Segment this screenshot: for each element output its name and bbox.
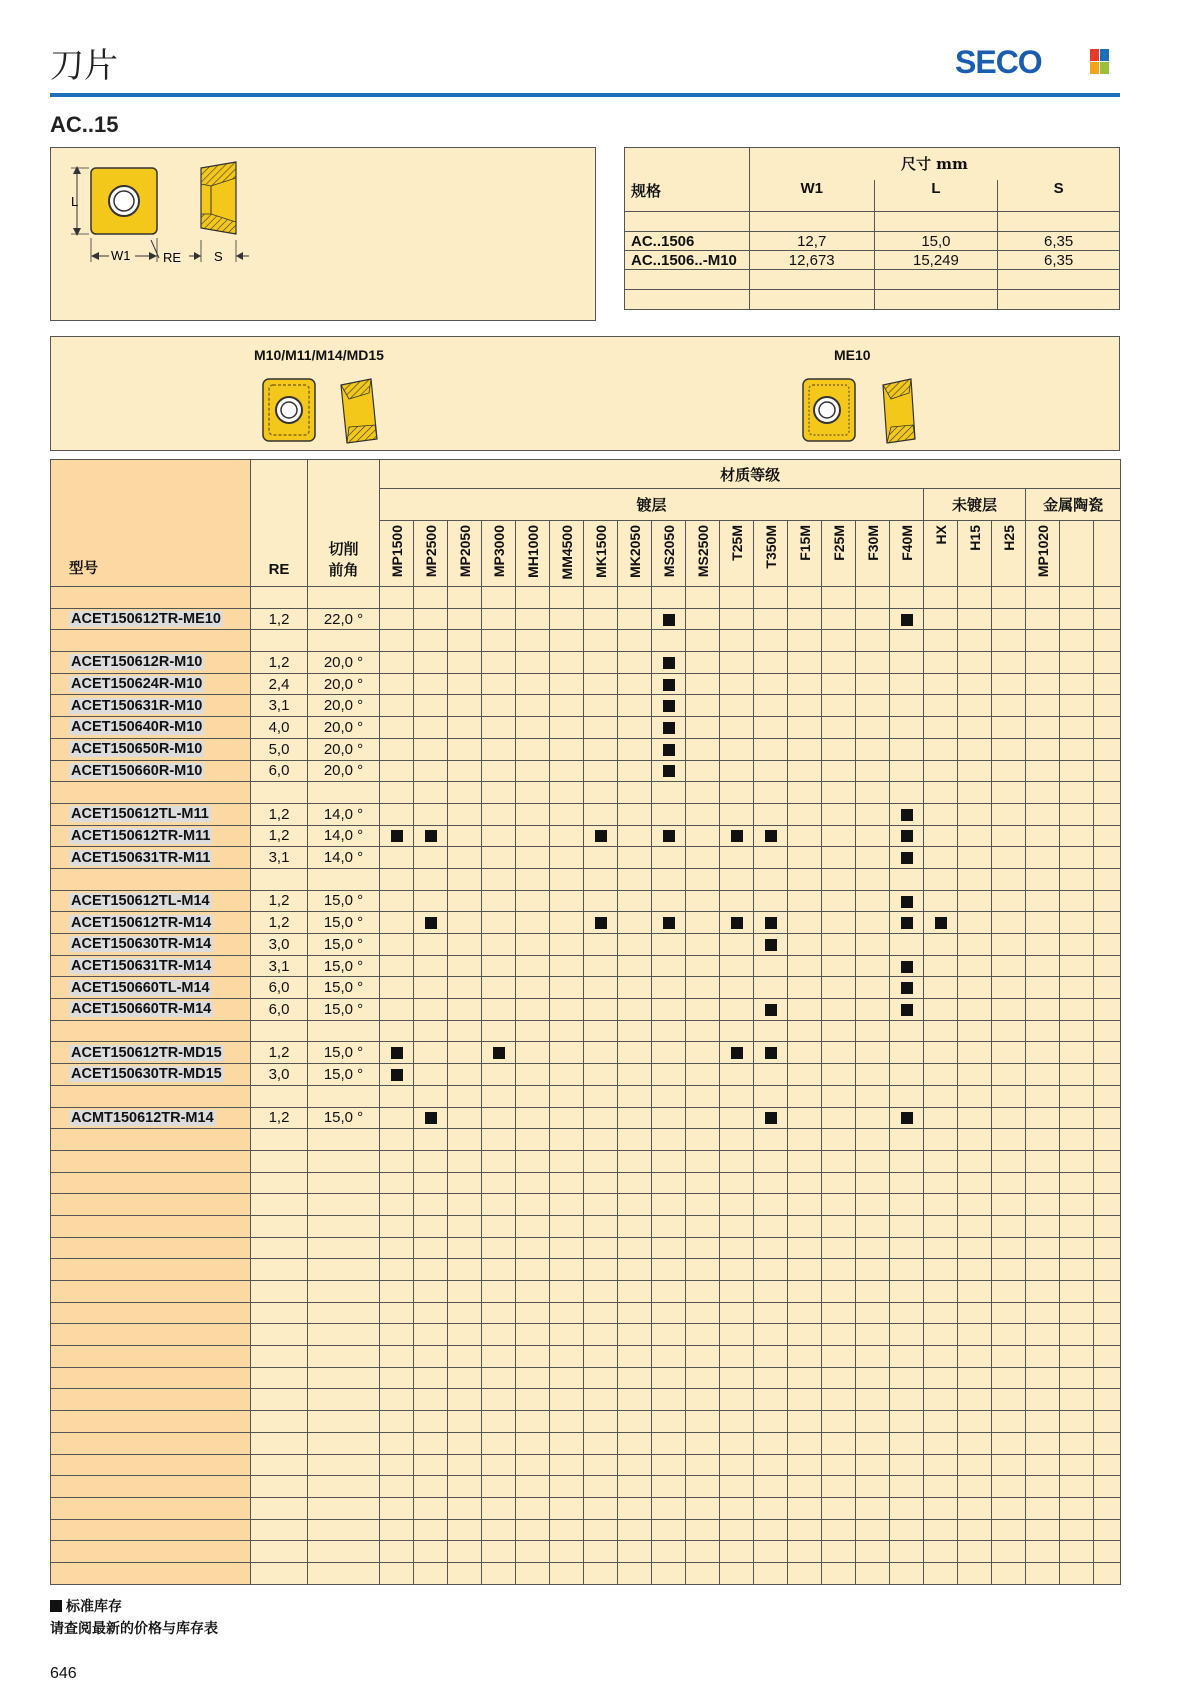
- grade-col-mp1020: MP1020: [1026, 521, 1060, 587]
- re-cell: 3,1: [251, 955, 308, 977]
- model-cell: [51, 1476, 251, 1498]
- spacer-row: [51, 1085, 1121, 1107]
- material-grade-header: 材质等级: [380, 460, 1121, 489]
- re-cell: [251, 1519, 308, 1541]
- re-cell: [251, 1389, 308, 1411]
- spacer-row: [51, 1389, 1121, 1411]
- table-row: [51, 1042, 1121, 1064]
- model-cell: ACET150660TL-M14: [51, 977, 251, 999]
- re-cell: 3,0: [251, 934, 308, 956]
- stock-mark: [391, 830, 403, 842]
- table-row: [51, 999, 1121, 1021]
- spacer-row: [51, 1302, 1121, 1324]
- model-cell: [51, 1172, 251, 1194]
- model-cell: [51, 1150, 251, 1172]
- cermet-header: 金属陶瓷: [1026, 489, 1121, 521]
- label-S: S: [214, 249, 223, 264]
- re-cell: 2,4: [251, 673, 308, 695]
- coated-header: 镀层: [380, 489, 924, 521]
- dimensions-table: [624, 147, 1120, 310]
- table-row: [51, 977, 1121, 999]
- stock-mark: [901, 1004, 913, 1016]
- stock-mark: [765, 1112, 777, 1124]
- model-cell: [51, 1302, 251, 1324]
- stock-mark: [765, 830, 777, 842]
- table-row: [51, 825, 1121, 847]
- spacer-row: [51, 587, 1121, 609]
- price-note: 请查阅最新的价格与库存表: [50, 1621, 218, 1637]
- stock-mark: [391, 1069, 403, 1081]
- stock-mark: [731, 917, 743, 929]
- re-cell: 1,2: [251, 1042, 308, 1064]
- stock-mark: [901, 961, 913, 973]
- re-cell: [251, 1020, 308, 1042]
- model-cell: [51, 1129, 251, 1151]
- rake-angle-cell: 22,0 °: [308, 608, 380, 630]
- re-cell: [251, 1085, 308, 1107]
- rake-angle-cell: [308, 1411, 380, 1433]
- model-cell: ACET150640R-M10: [51, 717, 251, 739]
- re-cell: [251, 1324, 308, 1346]
- model-cell: ACET150612TR-M11: [51, 825, 251, 847]
- rake-angle-cell: [308, 1172, 380, 1194]
- geometry-label-right: ME10: [834, 347, 871, 363]
- stock-mark: [595, 830, 607, 842]
- stock-mark: [493, 1047, 505, 1059]
- stock-mark: [663, 657, 675, 669]
- grade-col-mp2050: MP2050: [448, 521, 482, 587]
- grade-col-empty-21: [1094, 521, 1121, 587]
- stock-mark: [595, 917, 607, 929]
- uncoated-header: 未镀层: [924, 489, 1026, 521]
- re-cell: [251, 1215, 308, 1237]
- model-cell: [51, 1497, 251, 1519]
- stock-mark: [901, 852, 913, 864]
- model-cell: ACET150631TR-M11: [51, 847, 251, 869]
- stock-mark: [425, 917, 437, 929]
- header-rule: [50, 93, 1120, 97]
- stock-mark: [765, 1047, 777, 1059]
- model-cell: [51, 1389, 251, 1411]
- rake-angle-cell: [308, 1541, 380, 1563]
- model-cell: [51, 1367, 251, 1389]
- rake-angle-cell: 20,0 °: [308, 652, 380, 674]
- re-cell: 1,2: [251, 652, 308, 674]
- rake-angle-cell: 15,0 °: [308, 1042, 380, 1064]
- spacer-row: [51, 1324, 1121, 1346]
- col-W1: W1: [749, 180, 874, 212]
- stock-mark: [663, 722, 675, 734]
- rake-angle-cell: 20,0 °: [308, 760, 380, 782]
- table-row: [51, 934, 1121, 956]
- rake-angle-cell: 15,0 °: [308, 912, 380, 934]
- model-cell: ACMT150612TR-M14: [51, 1107, 251, 1129]
- grade-col-ms2500: MS2500: [686, 521, 720, 587]
- rake-angle-cell: [308, 1432, 380, 1454]
- spacer-row: [51, 1129, 1121, 1151]
- spacer-row: [51, 782, 1121, 804]
- model-cell: [51, 1085, 251, 1107]
- dimension-row: AC..1506..-M10 12,673 15,249 6,35: [625, 251, 1120, 270]
- stock-mark: [663, 830, 675, 842]
- table-row: [51, 847, 1121, 869]
- rake-angle-cell: [308, 1519, 380, 1541]
- spec-header: 规格: [625, 148, 750, 212]
- rake-angle-cell: 15,0 °: [308, 934, 380, 956]
- geometry-panel: [50, 336, 1120, 451]
- spacer-row: [51, 1020, 1121, 1042]
- re-cell: 6,0: [251, 977, 308, 999]
- section-subtitle: AC..15: [50, 112, 119, 137]
- model-cell: ACET150612TL-M14: [51, 890, 251, 912]
- table-row: [51, 803, 1121, 825]
- model-cell: [51, 1324, 251, 1346]
- spacer-row: [51, 630, 1121, 652]
- model-cell: [51, 1281, 251, 1303]
- re-cell: [251, 1237, 308, 1259]
- stock-mark: [901, 896, 913, 908]
- spacer-row: [51, 1541, 1121, 1563]
- spacer-row: [51, 1172, 1121, 1194]
- table-row: [51, 955, 1121, 977]
- grade-col-h25: H25: [992, 521, 1026, 587]
- spacer-row: [51, 1237, 1121, 1259]
- re-cell: 1,2: [251, 608, 308, 630]
- re-cell: 3,1: [251, 695, 308, 717]
- table-row: [51, 695, 1121, 717]
- rake-angle-header: 切削 前角: [308, 460, 380, 587]
- rake-angle-cell: [308, 1346, 380, 1368]
- re-cell: [251, 630, 308, 652]
- stock-mark: [935, 917, 947, 929]
- re-cell: 6,0: [251, 760, 308, 782]
- spacer-row: [51, 1411, 1121, 1433]
- label-W1: W1: [111, 248, 131, 263]
- stock-mark: [425, 830, 437, 842]
- spacer-row: [51, 1497, 1121, 1519]
- rake-angle-cell: 14,0 °: [308, 825, 380, 847]
- spacer-row: [51, 1367, 1121, 1389]
- grade-col-f30m: F30M: [856, 521, 890, 587]
- rake-angle-cell: [308, 1302, 380, 1324]
- re-cell: [251, 868, 308, 890]
- table-row: [51, 1107, 1121, 1129]
- rake-angle-cell: 20,0 °: [308, 717, 380, 739]
- spacer-row: [51, 1562, 1121, 1584]
- spacer-row: [51, 1346, 1121, 1368]
- re-cell: 3,0: [251, 1064, 308, 1086]
- re-cell: [251, 1497, 308, 1519]
- re-header: RE: [251, 460, 308, 587]
- legend: [50, 1596, 218, 1640]
- table-row: [51, 717, 1121, 739]
- insert-dimension-diagram: [51, 148, 597, 322]
- stock-mark: [765, 1004, 777, 1016]
- table-row: [51, 890, 1121, 912]
- dimension-row: AC..1506 12,7 15,0 6,35: [625, 232, 1120, 251]
- rake-angle-cell: [308, 1237, 380, 1259]
- re-cell: [251, 1129, 308, 1151]
- stock-mark: [663, 700, 675, 712]
- rake-angle-cell: 15,0 °: [308, 977, 380, 999]
- grades-table: [50, 459, 1121, 1585]
- grade-col-t350m: T350M: [754, 521, 788, 587]
- model-cell: [51, 587, 251, 609]
- spacer-row: [51, 1281, 1121, 1303]
- re-cell: [251, 1346, 308, 1368]
- re-cell: [251, 782, 308, 804]
- grade-col-mm4500: MM4500: [550, 521, 584, 587]
- stock-mark: [901, 982, 913, 994]
- re-cell: [251, 1562, 308, 1584]
- stock-mark: [765, 939, 777, 951]
- rake-angle-cell: 15,0 °: [308, 1107, 380, 1129]
- table-row: [51, 912, 1121, 934]
- re-cell: [251, 1194, 308, 1216]
- model-cell: ACET150631R-M10: [51, 695, 251, 717]
- model-cell: ACET150612R-M10: [51, 652, 251, 674]
- model-cell: [51, 630, 251, 652]
- rake-angle-cell: [308, 1215, 380, 1237]
- model-cell: ACET150660TR-M14: [51, 999, 251, 1021]
- re-cell: [251, 1259, 308, 1281]
- rake-angle-cell: [308, 1324, 380, 1346]
- grade-col-empty-20: [1060, 521, 1094, 587]
- stock-mark: [901, 614, 913, 626]
- rake-angle-cell: [308, 1497, 380, 1519]
- re-cell: 6,0: [251, 999, 308, 1021]
- stock-mark: [663, 765, 675, 777]
- insert-m10-images: [251, 377, 391, 447]
- model-cell: ACET150612TL-M11: [51, 803, 251, 825]
- grade-col-mh1000: MH1000: [516, 521, 550, 587]
- model-cell: [51, 1411, 251, 1433]
- model-cell: ACET150630TR-M14: [51, 934, 251, 956]
- rake-angle-cell: [308, 1367, 380, 1389]
- model-cell: [51, 1346, 251, 1368]
- rake-angle-cell: 15,0 °: [308, 890, 380, 912]
- seco-logo-mark: [1090, 49, 1110, 75]
- stock-mark: [425, 1112, 437, 1124]
- grade-col-f15m: F15M: [788, 521, 822, 587]
- re-cell: 1,2: [251, 825, 308, 847]
- rake-angle-cell: [308, 1454, 380, 1476]
- spacer-row: [51, 1476, 1121, 1498]
- grade-col-f40m: F40M: [890, 521, 924, 587]
- model-cell: [51, 1237, 251, 1259]
- page-title: 刀片: [50, 46, 118, 86]
- re-cell: 1,2: [251, 912, 308, 934]
- stock-mark: [901, 917, 913, 929]
- stock-mark: [663, 917, 675, 929]
- re-cell: [251, 1411, 308, 1433]
- grade-col-hx: HX: [924, 521, 958, 587]
- spacer-row: [51, 1215, 1121, 1237]
- model-cell: ACET150612TR-ME10: [51, 608, 251, 630]
- label-RE: RE: [163, 250, 182, 265]
- rake-angle-cell: 15,0 °: [308, 955, 380, 977]
- seco-logo: SECO: [955, 44, 1042, 80]
- stock-square-icon: [50, 1600, 62, 1612]
- model-cell: [51, 1259, 251, 1281]
- rake-angle-cell: [308, 1129, 380, 1151]
- grade-col-mk1500: MK1500: [584, 521, 618, 587]
- insert-diagram-panel: [50, 147, 596, 321]
- re-cell: [251, 1454, 308, 1476]
- spacer-row: [51, 868, 1121, 890]
- stock-mark: [765, 917, 777, 929]
- stock-mark: [731, 1047, 743, 1059]
- model-cell: [51, 1432, 251, 1454]
- rake-angle-cell: [308, 782, 380, 804]
- rake-angle-cell: [308, 868, 380, 890]
- model-header: 型号: [51, 460, 251, 587]
- rake-angle-cell: [308, 1194, 380, 1216]
- stock-mark: [391, 1047, 403, 1059]
- col-S: S: [998, 180, 1120, 212]
- table-row: [51, 1064, 1121, 1086]
- label-L: L: [71, 194, 79, 209]
- grade-col-mp3000: MP3000: [482, 521, 516, 587]
- spacer-row: [51, 1259, 1121, 1281]
- model-cell: [51, 1519, 251, 1541]
- legend-text: 标准库存: [66, 1599, 122, 1615]
- rake-angle-cell: [308, 1281, 380, 1303]
- model-cell: [51, 1194, 251, 1216]
- rake-angle-cell: [308, 1259, 380, 1281]
- stock-mark: [901, 809, 913, 821]
- re-cell: [251, 1476, 308, 1498]
- dimensions-panel: [624, 147, 1120, 310]
- re-cell: 1,2: [251, 803, 308, 825]
- rake-angle-cell: [308, 1020, 380, 1042]
- re-cell: [251, 1150, 308, 1172]
- model-cell: ACET150612TR-MD15: [51, 1042, 251, 1064]
- stock-mark: [901, 1112, 913, 1124]
- re-cell: [251, 1432, 308, 1454]
- stock-mark: [663, 679, 675, 691]
- spacer-row: [51, 1519, 1121, 1541]
- model-cell: [51, 1562, 251, 1584]
- model-cell: ACET150660R-M10: [51, 760, 251, 782]
- table-row: [51, 760, 1121, 782]
- rake-angle-cell: 20,0 °: [308, 673, 380, 695]
- rake-angle-cell: [308, 587, 380, 609]
- page-number: 646: [50, 1665, 77, 1682]
- grade-col-ms2050: MS2050: [652, 521, 686, 587]
- re-cell: [251, 1281, 308, 1303]
- stock-mark: [731, 830, 743, 842]
- rake-angle-cell: 20,0 °: [308, 695, 380, 717]
- re-cell: [251, 1172, 308, 1194]
- stock-mark: [663, 744, 675, 756]
- geometry-label-left: M10/M11/M14/MD15: [254, 347, 384, 363]
- re-cell: 3,1: [251, 847, 308, 869]
- rake-angle-cell: [308, 1389, 380, 1411]
- table-row: [51, 673, 1121, 695]
- spacer-row: [51, 1432, 1121, 1454]
- re-cell: [251, 1367, 308, 1389]
- insert-me10-images: [791, 377, 931, 447]
- grade-col-mk2050: MK2050: [618, 521, 652, 587]
- grade-col-mp1500: MP1500: [380, 521, 414, 587]
- table-row: [51, 738, 1121, 760]
- rake-angle-cell: 14,0 °: [308, 803, 380, 825]
- rake-angle-cell: 14,0 °: [308, 847, 380, 869]
- re-cell: 1,2: [251, 1107, 308, 1129]
- model-cell: ACET150612TR-M14: [51, 912, 251, 934]
- rake-angle-cell: [308, 1562, 380, 1584]
- re-cell: [251, 1302, 308, 1324]
- rake-angle-cell: [308, 1150, 380, 1172]
- model-cell: [51, 1215, 251, 1237]
- model-cell: ACET150650R-M10: [51, 738, 251, 760]
- re-cell: 4,0: [251, 717, 308, 739]
- rake-angle-cell: 15,0 °: [308, 999, 380, 1021]
- rake-angle-cell: [308, 1476, 380, 1498]
- spacer-row: [51, 1454, 1121, 1476]
- spacer-row: [51, 1194, 1121, 1216]
- rake-angle-cell: [308, 630, 380, 652]
- re-cell: 1,2: [251, 890, 308, 912]
- rake-angle-cell: 15,0 °: [308, 1064, 380, 1086]
- model-cell: [51, 1020, 251, 1042]
- stock-mark: [901, 830, 913, 842]
- grade-col-t25m: T25M: [720, 521, 754, 587]
- model-cell: [51, 782, 251, 804]
- grade-col-f25m: F25M: [822, 521, 856, 587]
- col-L: L: [874, 180, 998, 212]
- model-cell: ACET150631TR-M14: [51, 955, 251, 977]
- grade-col-mp2500: MP2500: [414, 521, 448, 587]
- model-cell: ACET150624R-M10: [51, 673, 251, 695]
- re-cell: [251, 1541, 308, 1563]
- stock-mark: [663, 614, 675, 626]
- table-row: [51, 652, 1121, 674]
- re-cell: 5,0: [251, 738, 308, 760]
- rake-angle-cell: [308, 1085, 380, 1107]
- dimensions-group-header: 尺寸 mm: [749, 148, 1119, 180]
- re-cell: [251, 587, 308, 609]
- grade-col-h15: H15: [958, 521, 992, 587]
- grades-panel: [50, 459, 1121, 1585]
- model-cell: [51, 1541, 251, 1563]
- table-row: [51, 608, 1121, 630]
- spacer-row: [51, 1150, 1121, 1172]
- rake-angle-cell: 20,0 °: [308, 738, 380, 760]
- model-cell: [51, 1454, 251, 1476]
- model-cell: ACET150630TR-MD15: [51, 1064, 251, 1086]
- model-cell: [51, 868, 251, 890]
